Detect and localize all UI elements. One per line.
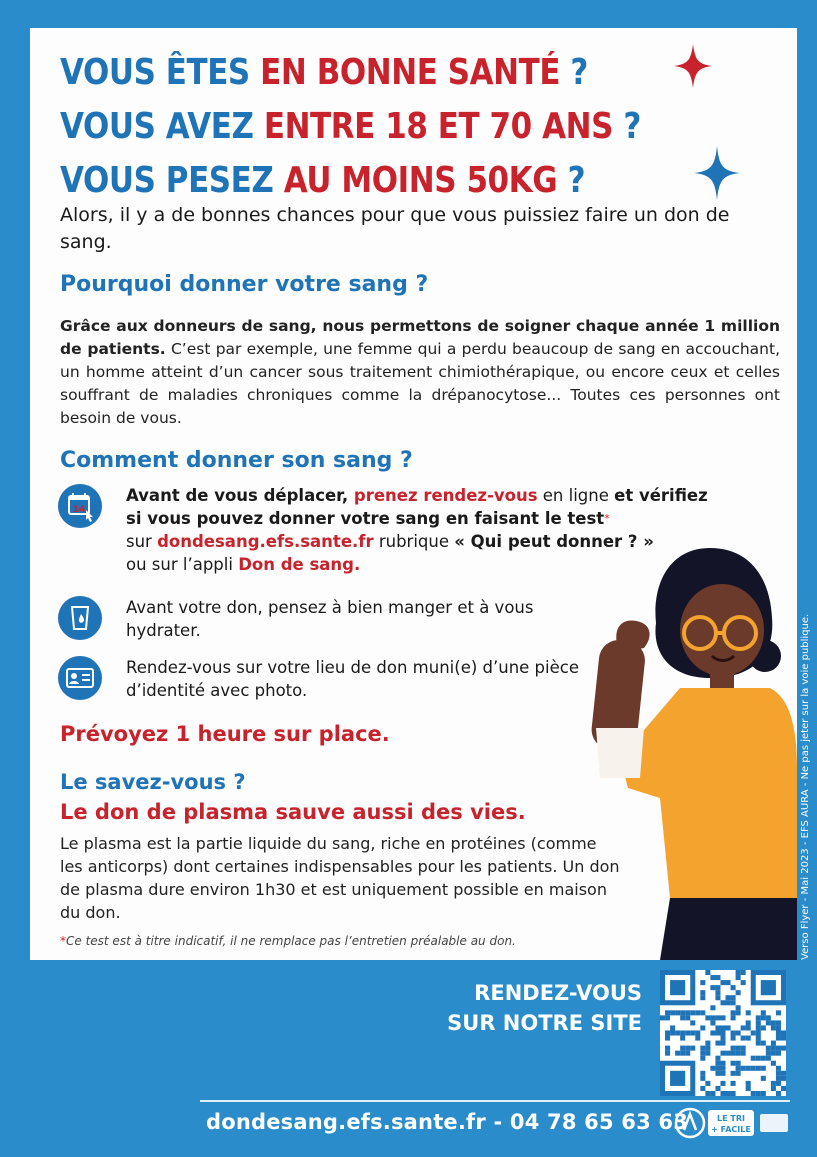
sparkle-star-icon — [694, 146, 740, 200]
step-hydrate-text: Avant votre don, pensez à bien manger et à vous hydrater. — [126, 598, 534, 640]
website-link[interactable]: dondesang.efs.sante.fr — [157, 532, 374, 551]
cta-visit-site: RENDEZ-VOUS SUR NOTRE SITE — [447, 981, 642, 1035]
why-title: Pourquoi donner votre sang ? — [60, 272, 429, 297]
intro-text: Alors, il y a de bonnes chances pour que vous puissiez faire un don de sang. — [60, 204, 730, 253]
app-name: Don de sang. — [238, 555, 361, 574]
why-paragraph: Grâce aux donneurs de sang, nous permettons de soigner chaque année 1 million de patients. C’est par exemple, une femme qui a perdu beaucoup de sang en accouchant, un homme atteint d’un cancer sous traitement chimiothérapique, ou encore ceux et celles souffrant de maladies chroniques comme la drépanocytose... Toutes ces personnes ont besoin de vous. — [60, 317, 780, 427]
headline-line-3: VOUS PESEZ AU MOINS 50KG ? — [60, 160, 586, 201]
know-subtitle: Le don de plasma sauve aussi des vies. — [60, 800, 526, 824]
calendar-day: 14 — [72, 505, 86, 515]
side-legal-text: Verso Flyer - Mai 2023 - EFS AURA - Ne pas jeter sur la voie publique. — [800, 613, 811, 960]
contact-line[interactable]: dondesang.efs.sante.fr - 04 78 65 63 63 — [206, 1110, 689, 1134]
headline-line-2: VOUS AVEZ ENTRE 18 ET 70 ANS ? — [60, 106, 641, 147]
step-id-text: Rendez-vous sur votre lieu de don muni(e) d’une pièce d’identité avec photo. — [126, 658, 579, 700]
triman-label-2: + FACILE — [711, 1125, 751, 1134]
step-appointment-text: Avant de vous déplacer, prenez rendez-vous en ligne et vérifiez si vous pouvez donner votre sang en faisant le test* sur dondesang.efs.sante.fr rubrique « Qui peut donner ? » ou sur l’appli Don de sang. — [126, 486, 708, 574]
calendar-click-icon — [58, 484, 102, 528]
sparkle-star-icon — [674, 44, 712, 88]
footnote: *Ce test est à titre indicatif, il ne remplace pas l’entretien préalable au don. — [60, 934, 516, 948]
triman-label-1: LE TRI — [717, 1114, 745, 1123]
how-title: Comment donner son sang ? — [60, 448, 413, 473]
qr-code-icon[interactable] — [660, 970, 786, 1096]
id-card-icon — [58, 656, 102, 700]
flyer-sheet — [30, 28, 797, 960]
headline — [60, 46, 641, 208]
triman-logo-icon — [674, 1106, 792, 1140]
water-glass-icon — [58, 596, 102, 640]
plan-text: Prévoyez 1 heure sur place. — [60, 722, 390, 746]
woman-illustration — [560, 538, 797, 960]
know-title: Le savez-vous ? — [60, 770, 246, 794]
know-paragraph: Le plasma est la partie liquide du sang, riche en protéines (comme les anticorps) dont certaines indispensables pour les patients. Un don de plasma dure environ 1h30 et est uniquement possible en maison du don. — [60, 834, 620, 922]
headline-line-1: VOUS ÊTES EN BONNE SANTÉ ? — [60, 52, 588, 93]
footer-divider — [200, 1100, 790, 1102]
